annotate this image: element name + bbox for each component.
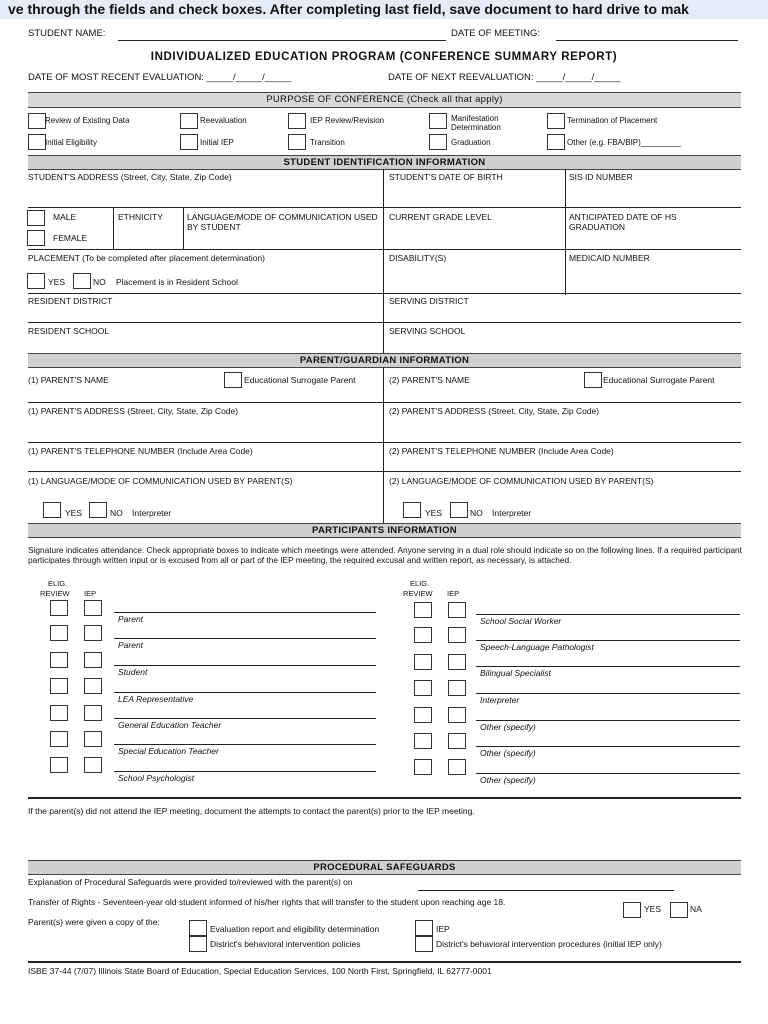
checkbox-transfer-na[interactable] [670, 902, 688, 918]
safeguards-heading: PROCEDURAL SAFEGUARDS [28, 860, 741, 875]
purpose-heading: PURPOSE OF CONFERENCE (Check all that apply) [28, 92, 741, 108]
signature-line[interactable] [114, 718, 376, 719]
role-label: LEA Representative [118, 694, 194, 704]
no-label: NO [93, 277, 106, 287]
surrogate-label: Educational Surrogate Parent [603, 375, 715, 385]
role-label: Student [118, 667, 148, 677]
option-label: Reevaluation [200, 116, 247, 125]
checkbox-elig-review[interactable] [414, 654, 432, 670]
checkbox-iep[interactable] [448, 680, 466, 696]
resident-district-field[interactable]: RESIDENT DISTRICT [28, 296, 113, 306]
section-divider [28, 961, 741, 963]
option-label: Initial IEP [200, 138, 234, 147]
checkbox-iep[interactable] [448, 627, 466, 643]
checkbox-p2-interp-no[interactable] [450, 502, 468, 518]
checkbox-elig-review[interactable] [414, 680, 432, 696]
placement-label: PLACEMENT (To be completed after placement determination) [28, 253, 266, 263]
checkbox-initial-eligibility[interactable] [28, 134, 46, 150]
checkbox-manifestation[interactable] [429, 113, 447, 129]
option-label: Transition [310, 138, 345, 147]
parent1-phone-field[interactable]: (1) PARENT'S TELEPHONE NUMBER (Include Area Code) [28, 446, 253, 456]
signature-line[interactable] [476, 773, 740, 774]
copy-item: Evaluation report and eligibility determination [210, 924, 380, 934]
graduation-date-field[interactable]: ANTICIPATED DATE OF HS GRADUATION [569, 212, 677, 232]
role-label: School Social Worker [480, 616, 562, 626]
section-divider [28, 797, 741, 799]
parent2-language-field[interactable]: (2) LANGUAGE/MODE OF COMMUNICATION USED BY PARENT(S) [389, 476, 654, 486]
checkbox-other[interactable] [547, 134, 565, 150]
option-label: Termination of Placement [567, 116, 658, 125]
student-address-field[interactable]: STUDENT'S ADDRESS (Street, City, State, Zip Code) [28, 172, 232, 182]
checkbox-placement-no[interactable] [73, 273, 91, 289]
option-label: Other (e.g. FBA/BIP)_________ [567, 138, 681, 147]
checkbox-reevaluation[interactable] [180, 113, 198, 129]
column-divider [383, 169, 384, 353]
form-footer: ISBE 37-44 (7/07) Illinois State Board of Education, Special Education Services, 100 North First, Springfield, IL 62777-0001 [28, 966, 492, 976]
checkbox-iep[interactable] [448, 759, 466, 775]
sis-id-field[interactable]: SIS ID NUMBER [569, 172, 633, 182]
student-name-field[interactable] [118, 40, 446, 41]
participants-heading: PARTICIPANTS INFORMATION [28, 523, 741, 538]
checkbox-iep[interactable] [84, 625, 102, 641]
column-divider [183, 207, 184, 249]
signature-line[interactable] [476, 640, 740, 641]
yes-label: YES [644, 904, 662, 914]
role-label: General Education Teacher [118, 720, 222, 730]
option-label: IEP Review/Revision [310, 116, 385, 125]
row-divider [28, 249, 741, 250]
checkbox-male[interactable] [27, 210, 45, 226]
checkbox-iep[interactable] [448, 654, 466, 670]
checkbox-iep[interactable] [84, 731, 102, 747]
checkbox-elig-review[interactable] [414, 627, 432, 643]
parent1-address-field[interactable]: (1) PARENT'S ADDRESS (Street, City, State, Zip Code) [28, 406, 239, 416]
interpreter-label: Interpreter [132, 508, 172, 518]
col-elig-label: ELIG. [48, 579, 68, 588]
safeguards-explanation: Explanation of Procedural Safeguards were provided to/reviewed with the parent(s) on [28, 877, 353, 887]
checkbox-surrogate-2[interactable] [584, 372, 602, 388]
interpreter-label: Interpreter [492, 508, 532, 518]
checkbox-elig-review[interactable] [414, 759, 432, 775]
parent2-address-field[interactable]: (2) PARENT'S ADDRESS (Street, City, State, Zip Code) [389, 406, 600, 416]
checkbox-elig-review[interactable] [414, 602, 432, 618]
checkbox-elig-review[interactable] [50, 705, 68, 721]
checkbox-iep[interactable] [84, 652, 102, 668]
student-language-field[interactable]: LANGUAGE/MODE OF COMMUNICATION USED BY STUDENT [187, 212, 378, 232]
checkbox-elig-review[interactable] [50, 678, 68, 694]
role-label: Parent [118, 640, 144, 650]
transfer-rights-text: Transfer of Rights - Seventeen-year old student informed of his/her rights that will transfer to the student upon reaching age 18. [28, 897, 506, 907]
participants-instructions: Signature indicates attendance. Check appropriate boxes to indicate which meetings were attended. Anyone serving in a dual role should indicate so on the following lines. If a required participant participates through written input or is excused from all or part of the IEP meeting, the required excusal and written report, as necessary, is attached. [28, 545, 742, 565]
yes-label: YES [65, 508, 83, 518]
meeting-date-label: DATE OF MEETING: [451, 28, 541, 39]
parent2-phone-field[interactable]: (2) PARENT'S TELEPHONE NUMBER (Include Area Code) [389, 446, 614, 456]
role-label: School Psychologist [118, 773, 195, 783]
parent2-name-field[interactable]: (2) PARENT'S NAME [389, 375, 470, 385]
row-divider [28, 471, 741, 472]
signature-line[interactable] [476, 666, 740, 667]
no-label: NO [110, 508, 123, 518]
parent1-name-field[interactable]: (1) PARENT'S NAME [28, 375, 109, 385]
column-divider [383, 367, 384, 523]
checkbox-behavior-procedures[interactable] [415, 936, 433, 952]
male-label: MALE [53, 212, 77, 222]
role-label: Speech-Language Pathologist [480, 642, 594, 652]
yes-label: YES [48, 277, 66, 287]
checkbox-iep[interactable] [84, 678, 102, 694]
checkbox-iep[interactable] [84, 600, 102, 616]
signature-line[interactable] [476, 720, 740, 721]
checkbox-female[interactable] [27, 230, 45, 246]
resident-school-note: Placement is in Resident School [116, 277, 238, 287]
checkbox-p2-interp-yes[interactable] [403, 502, 421, 518]
parent-info-heading: PARENT/GUARDIAN INFORMATION [28, 353, 741, 368]
meeting-date-field[interactable] [556, 40, 738, 41]
signature-line[interactable] [114, 692, 376, 693]
copy-item: District's behavioral intervention policies [210, 939, 361, 949]
checkbox-p1-interp-yes[interactable] [43, 502, 61, 518]
row-divider [28, 207, 741, 208]
checkbox-transfer-yes[interactable] [623, 902, 641, 918]
checkbox-p1-interp-no[interactable] [89, 502, 107, 518]
resident-school-field[interactable]: RESIDENT SCHOOL [28, 326, 110, 336]
contact-attempts-note[interactable]: If the parent(s) did not attend the IEP meeting, document the attempts to contact the parent(s) prior to the IEP meeting. [28, 806, 475, 816]
row-divider [28, 402, 741, 403]
medicaid-field[interactable]: MEDICAID NUMBER [569, 253, 650, 263]
checkbox-initial-iep[interactable] [180, 134, 198, 150]
serving-school-field[interactable]: SERVING SCHOOL [389, 326, 466, 336]
signature-line[interactable] [476, 693, 740, 694]
signature-line[interactable] [114, 744, 376, 745]
col-review-label: REVIEW [403, 589, 433, 598]
copy-given-label: Parent(s) were given a copy of the: [28, 917, 160, 927]
role-label: Interpreter [480, 695, 520, 705]
checkbox-elig-review[interactable] [50, 625, 68, 641]
role-label: Bilingual Specialist [480, 668, 551, 678]
column-divider [113, 207, 114, 249]
option-label: Manifestation Determination [451, 114, 501, 132]
signature-line[interactable] [114, 638, 376, 639]
serving-district-field[interactable]: SERVING DISTRICT [389, 296, 469, 306]
option-label: Review of Existing Data [45, 116, 130, 125]
column-divider [565, 169, 566, 295]
copy-item: IEP [436, 924, 450, 934]
checkbox-elig-review[interactable] [50, 652, 68, 668]
role-label: Special Education Teacher [118, 746, 219, 756]
col-elig-label: ELIG. [410, 579, 430, 588]
role-label: Other (specify) [480, 775, 536, 785]
option-label: Graduation [451, 138, 491, 147]
checkbox-iep-copy[interactable] [415, 920, 433, 936]
checkbox-termination[interactable] [547, 113, 565, 129]
ethnicity-field[interactable]: ETHNICITY [118, 212, 163, 222]
col-iep-label: IEP [447, 589, 460, 598]
yes-label: YES [425, 508, 443, 518]
recent-eval-date[interactable]: DATE OF MOST RECENT EVALUATION: _____/_____/_____ [28, 72, 292, 83]
safeguards-date-field[interactable] [418, 890, 674, 891]
no-label: NO [470, 508, 483, 518]
checkbox-iep[interactable] [448, 602, 466, 618]
signature-line[interactable] [114, 612, 376, 613]
checkbox-behavior-policies[interactable] [189, 936, 207, 952]
role-label: Other (specify) [480, 748, 536, 758]
row-divider [28, 293, 741, 294]
copy-item: District's behavioral intervention procedures (initial IEP only) [436, 939, 662, 949]
role-label: Other (specify) [480, 722, 536, 732]
signature-line[interactable] [476, 614, 740, 615]
role-label: Parent [118, 614, 144, 624]
checkbox-iep[interactable] [448, 733, 466, 749]
student-dob-field[interactable]: STUDENT'S DATE OF BIRTH [389, 172, 503, 182]
row-divider [28, 442, 741, 443]
checkbox-elig-review[interactable] [50, 757, 68, 773]
signature-line[interactable] [476, 746, 740, 747]
option-label: Initial Eligibility [45, 138, 98, 147]
signature-line[interactable] [114, 665, 376, 666]
checkbox-eval-report[interactable] [189, 920, 207, 936]
surrogate-label: Educational Surrogate Parent [244, 375, 356, 385]
checkbox-graduation[interactable] [429, 134, 447, 150]
female-label: FEMALE [53, 233, 88, 243]
student-info-heading: STUDENT IDENTIFICATION INFORMATION [28, 155, 741, 170]
checkbox-elig-review[interactable] [414, 733, 432, 749]
checkbox-transition[interactable] [288, 134, 306, 150]
checkbox-placement-yes[interactable] [27, 273, 45, 289]
checkbox-surrogate-1[interactable] [224, 372, 242, 388]
checkbox-elig-review[interactable] [414, 707, 432, 723]
checkbox-elig-review[interactable] [50, 600, 68, 616]
checkbox-review-existing-data[interactable] [28, 113, 46, 129]
checkbox-iep-review[interactable] [288, 113, 306, 129]
student-name-label: STUDENT NAME: [28, 28, 106, 39]
next-reeval-date[interactable]: DATE OF NEXT REEVALUATION: _____/_____/_____ [388, 72, 621, 83]
signature-line[interactable] [114, 771, 376, 772]
grade-level-field[interactable]: CURRENT GRADE LEVEL [389, 212, 492, 222]
checkbox-elig-review[interactable] [50, 731, 68, 747]
checkbox-iep[interactable] [448, 707, 466, 723]
col-review-label: REVIEW [40, 589, 70, 598]
row-divider [28, 322, 741, 323]
checkbox-iep[interactable] [84, 705, 102, 721]
form-title: INDIVIDUALIZED EDUCATION PROGRAM (CONFERENCE SUMMARY REPORT) [150, 51, 618, 63]
col-iep-label: IEP [84, 589, 97, 598]
na-label: NA [690, 904, 702, 914]
disability-field[interactable]: DISABILITY(S) [389, 253, 447, 263]
checkbox-iep[interactable] [84, 757, 102, 773]
parent1-language-field[interactable]: (1) LANGUAGE/MODE OF COMMUNICATION USED BY PARENT(S) [28, 476, 293, 486]
instruction-banner: ve through the fields and check boxes. After completing last field, save document to hard drive to mak [0, 0, 768, 19]
